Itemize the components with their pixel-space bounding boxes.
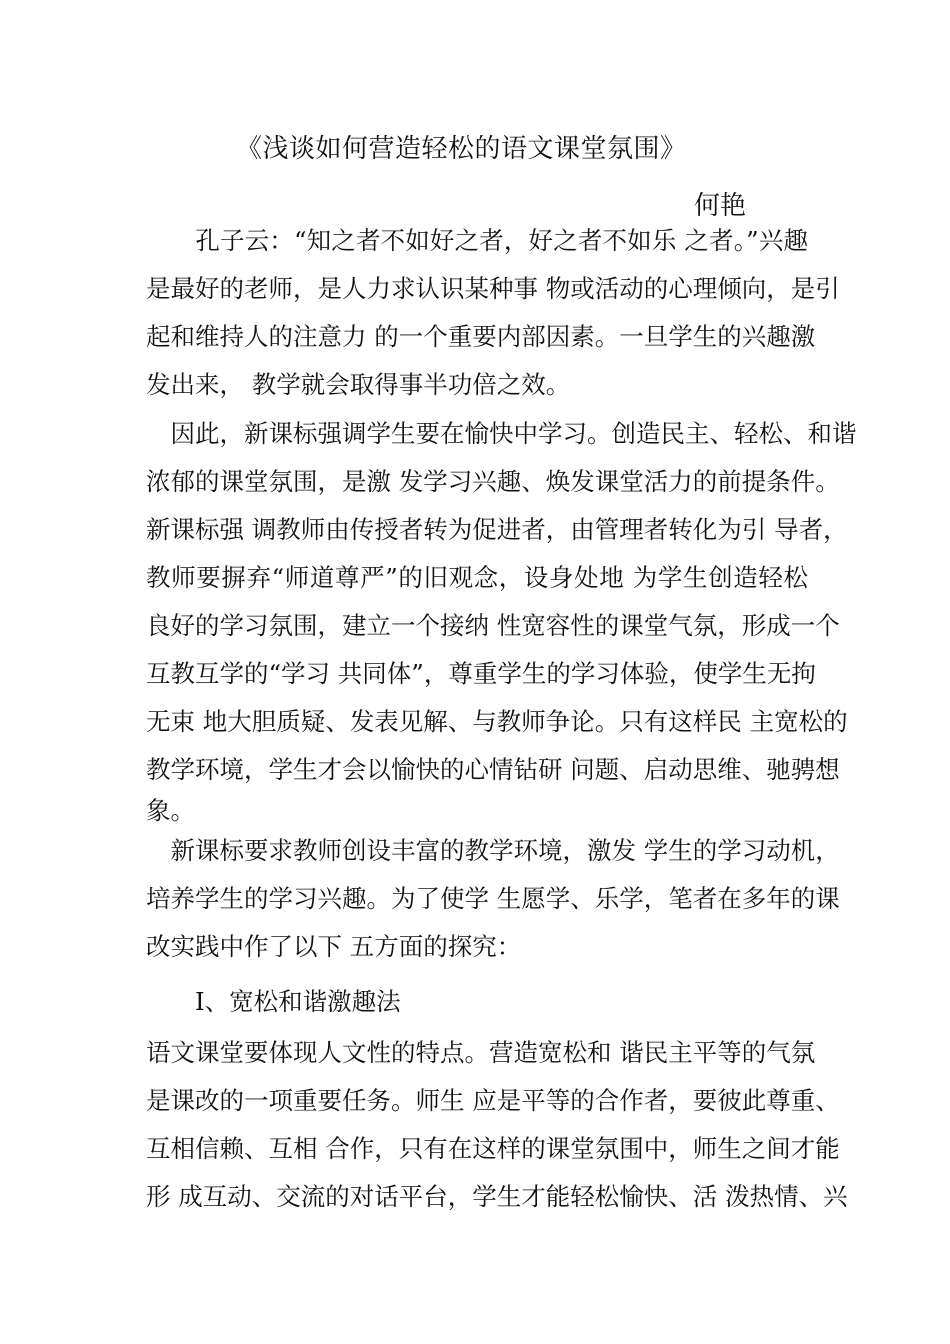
author-name: 何艳: [694, 191, 747, 221]
body-line: 浓郁的课堂氛围，是激 发学习兴趣、焕发课堂活力的前提条件。: [146, 467, 840, 496]
body-line: 是最好的老师，是人力求认识某种事 物或活动的心理倾向，是引: [146, 274, 840, 303]
body-line: 互教互学的“学习 共同体”，尊重学生的学习体验，使学生无拘: [146, 659, 816, 688]
body-line: 新课标强 调教师由传授者转为促进者，由管理者转化为引 导者，: [146, 515, 848, 544]
body-line: 因此，新课标强调学生要在愉快中学习。创造民主、轻松、和谐: [146, 419, 857, 448]
body-line: 互相信赖、互相 合作，只有在这样的课堂氛围中，师生之间才能: [146, 1134, 840, 1163]
body-line: 改实践中作了以下 五方面的探究：: [146, 932, 522, 961]
body-line: 象。: [146, 796, 195, 825]
body-line: 形 成互动、交流的对话平台，学生才能轻松愉快、活 泼热情、兴: [146, 1182, 848, 1211]
body-line: 教师要摒弃“师道尊严”的旧观念，设身处地 为学生创造轻松: [146, 563, 808, 592]
body-line: 语文课堂要体现人文性的特点。营造宽松和 谐民主平等的气氛: [146, 1038, 816, 1067]
body-line: 培养学生的学习兴趣。为了使学 生愿学、乐学，笔者在多年的课: [146, 884, 840, 913]
body-line: 无束 地大胆质疑、发表见解、与教师争论。只有这样民 主宽松的: [146, 707, 848, 736]
body-line: 是课改的一项重要任务。师生 应是平等的合作者，要彼此尊重、: [146, 1086, 840, 1115]
body-line: 良好的学习氛围，建立一个接纳 性宽容性的课堂气氛，形成一个: [146, 611, 840, 640]
body-line: 新课标要求教师创设丰富的教学环境，激发 学生的学习动机，: [146, 836, 840, 865]
document-title: 《浅谈如何营造轻松的语文课堂氛围》: [236, 134, 687, 164]
body-line: 孔子云：“知之者不如好之者，好之者不如乐 之者。”兴趣: [146, 226, 808, 255]
body-line: 起和维持人的注意力 的一个重要内部因素。一旦学生的兴趣激: [146, 322, 816, 351]
body-line: 发出来， 教学就会取得事半功倍之效。: [146, 370, 571, 399]
body-line: 教学环境，学生才会以愉快的心情钻研 问题、启动思维、驰骋想: [146, 755, 840, 784]
section-heading: I、宽松和谐激趣法: [146, 987, 401, 1016]
